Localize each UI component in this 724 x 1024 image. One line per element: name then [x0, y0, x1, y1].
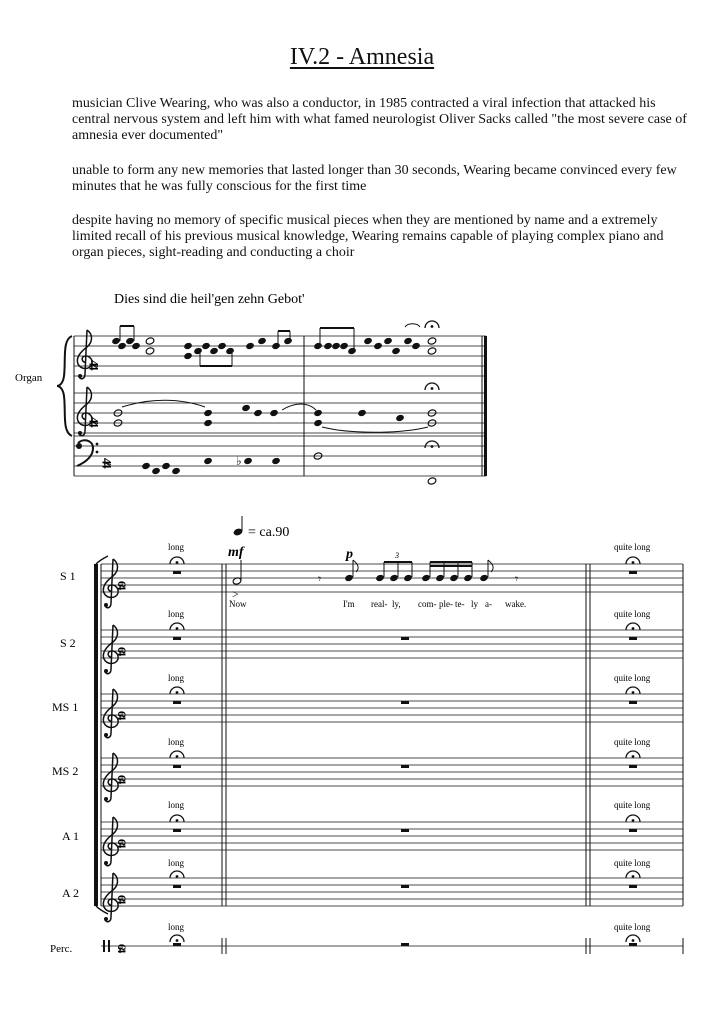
svg-text:long: long — [168, 737, 185, 747]
treble-clef-icon — [77, 330, 92, 379]
dynamic-mf: mf — [228, 545, 244, 560]
choir-staff-a1 — [101, 822, 683, 850]
svg-text:long: long — [168, 800, 185, 810]
svg-text:ly,: ly, — [392, 599, 401, 609]
program-note-paragraph-1: musician Clive Wearing, who was also a conductor, in 1985 contracted a viral infection that attacked his central nervous system and left him with what famed neurologist Oliver Sacks called "the most severe case of amnesia ever documented" — [72, 96, 687, 143]
svg-text:long: long — [168, 542, 185, 552]
svg-text:real-: real- — [371, 599, 388, 609]
svg-text:quite long: quite long — [614, 609, 651, 619]
staff-label-ms2: MS 2 — [52, 764, 79, 778]
svg-text:6/4: 6/4 — [115, 944, 129, 951]
staff-label-a1: A 1 — [62, 829, 80, 843]
staff-label-perc: Perc. — [50, 943, 73, 955]
organ-manual-upper-staff — [74, 336, 486, 376]
organ-instrument-label: Organ — [15, 372, 43, 384]
organ-lower-notes — [113, 400, 437, 432]
fermata-icon — [425, 441, 439, 448]
staff-label-ms1: MS 1 — [52, 700, 79, 714]
organ-lower-time-signature: 4/4 — [86, 417, 102, 425]
svg-text:6/4: 6/4 — [115, 839, 129, 846]
svg-text:ple-: ple- — [439, 599, 453, 609]
fermata-icons — [170, 557, 640, 942]
piece-title: IV.2 - Amnesia — [289, 44, 435, 70]
svg-text:ly: ly — [471, 599, 479, 609]
dynamic-p: p — [346, 547, 353, 562]
svg-text:6/4: 6/4 — [115, 581, 129, 588]
lyrics — [229, 599, 526, 609]
svg-text:quite long: quite long — [614, 673, 651, 683]
svg-text:long: long — [168, 858, 185, 868]
triplet-number: 3 — [395, 551, 399, 560]
svg-text:6/4: 6/4 — [115, 895, 129, 902]
fermata-labels-quite-long — [614, 542, 651, 932]
fermata-icon — [425, 383, 439, 390]
organ-brace — [57, 336, 72, 436]
organ-pedal-staff — [74, 436, 486, 476]
svg-text:𝄾: 𝄾 — [318, 572, 322, 586]
choir-staff-ms1 — [101, 694, 683, 722]
svg-text:quite long: quite long — [614, 737, 651, 747]
program-note-paragraph-2: unable to form any new memories that lasted longer than 30 seconds, Wearing became convinced every few minutes that he was fully conscious for the first time — [72, 163, 677, 194]
choir-clefs — [103, 559, 118, 922]
svg-text:quite long: quite long — [614, 542, 651, 552]
choir-staff-a2 — [101, 878, 683, 906]
treble-clef-icon — [77, 387, 92, 436]
organ-upper-time-signature: 4/4 — [86, 360, 102, 368]
svg-text:Now: Now — [229, 599, 247, 609]
fermata-icon — [425, 321, 439, 328]
staff-label-a2: A 2 — [62, 886, 80, 900]
svg-text:6/4: 6/4 — [115, 711, 129, 718]
svg-text:6/4: 6/4 — [115, 775, 129, 782]
organ-manual-lower-staff — [74, 393, 486, 433]
svg-text:𝄾: 𝄾 — [515, 572, 519, 586]
program-note-paragraph-3: despite having no memory of specific musical pieces when they are mentioned by name and a extremely limited recall of his previous musical knowledge, Wearing remains capable of playing complex piano and organ pieces, sight-reading and conducting a choir — [72, 213, 664, 260]
accent-mark: > — [232, 587, 239, 601]
choir-barlines — [222, 564, 683, 954]
svg-text:♭: ♭ — [236, 454, 242, 468]
bass-clef-icon — [76, 440, 98, 466]
organ-chorale-heading: Dies sind die heil'gen zehn Gebot' — [114, 292, 305, 307]
staff-label-s2: S 2 — [60, 636, 76, 650]
svg-text:a-: a- — [485, 599, 492, 609]
svg-text:long: long — [168, 922, 185, 932]
svg-text:quite long: quite long — [614, 922, 651, 932]
svg-text:6/4: 6/4 — [115, 647, 129, 654]
svg-text:long: long — [168, 609, 185, 619]
svg-text:te-: te- — [455, 599, 465, 609]
choir-staff-ms2 — [101, 758, 683, 786]
svg-text:long: long — [168, 673, 185, 683]
svg-text:= ca.90: = ca.90 — [248, 525, 290, 540]
svg-text:quite long: quite long — [614, 800, 651, 810]
tempo-marking — [233, 516, 290, 540]
organ-pedal-time-signature: 4/4 — [99, 458, 115, 466]
choir-staff-s2 — [101, 630, 683, 658]
svg-text:quite long: quite long — [614, 858, 651, 868]
organ-upper-notes — [111, 324, 437, 366]
whole-rests — [173, 571, 637, 946]
staff-label-s1: S 1 — [60, 569, 76, 583]
svg-text:I'm: I'm — [343, 599, 355, 609]
svg-text:wake.: wake. — [505, 599, 527, 609]
svg-text:com-: com- — [418, 599, 437, 609]
organ-pedal-notes — [141, 452, 437, 485]
